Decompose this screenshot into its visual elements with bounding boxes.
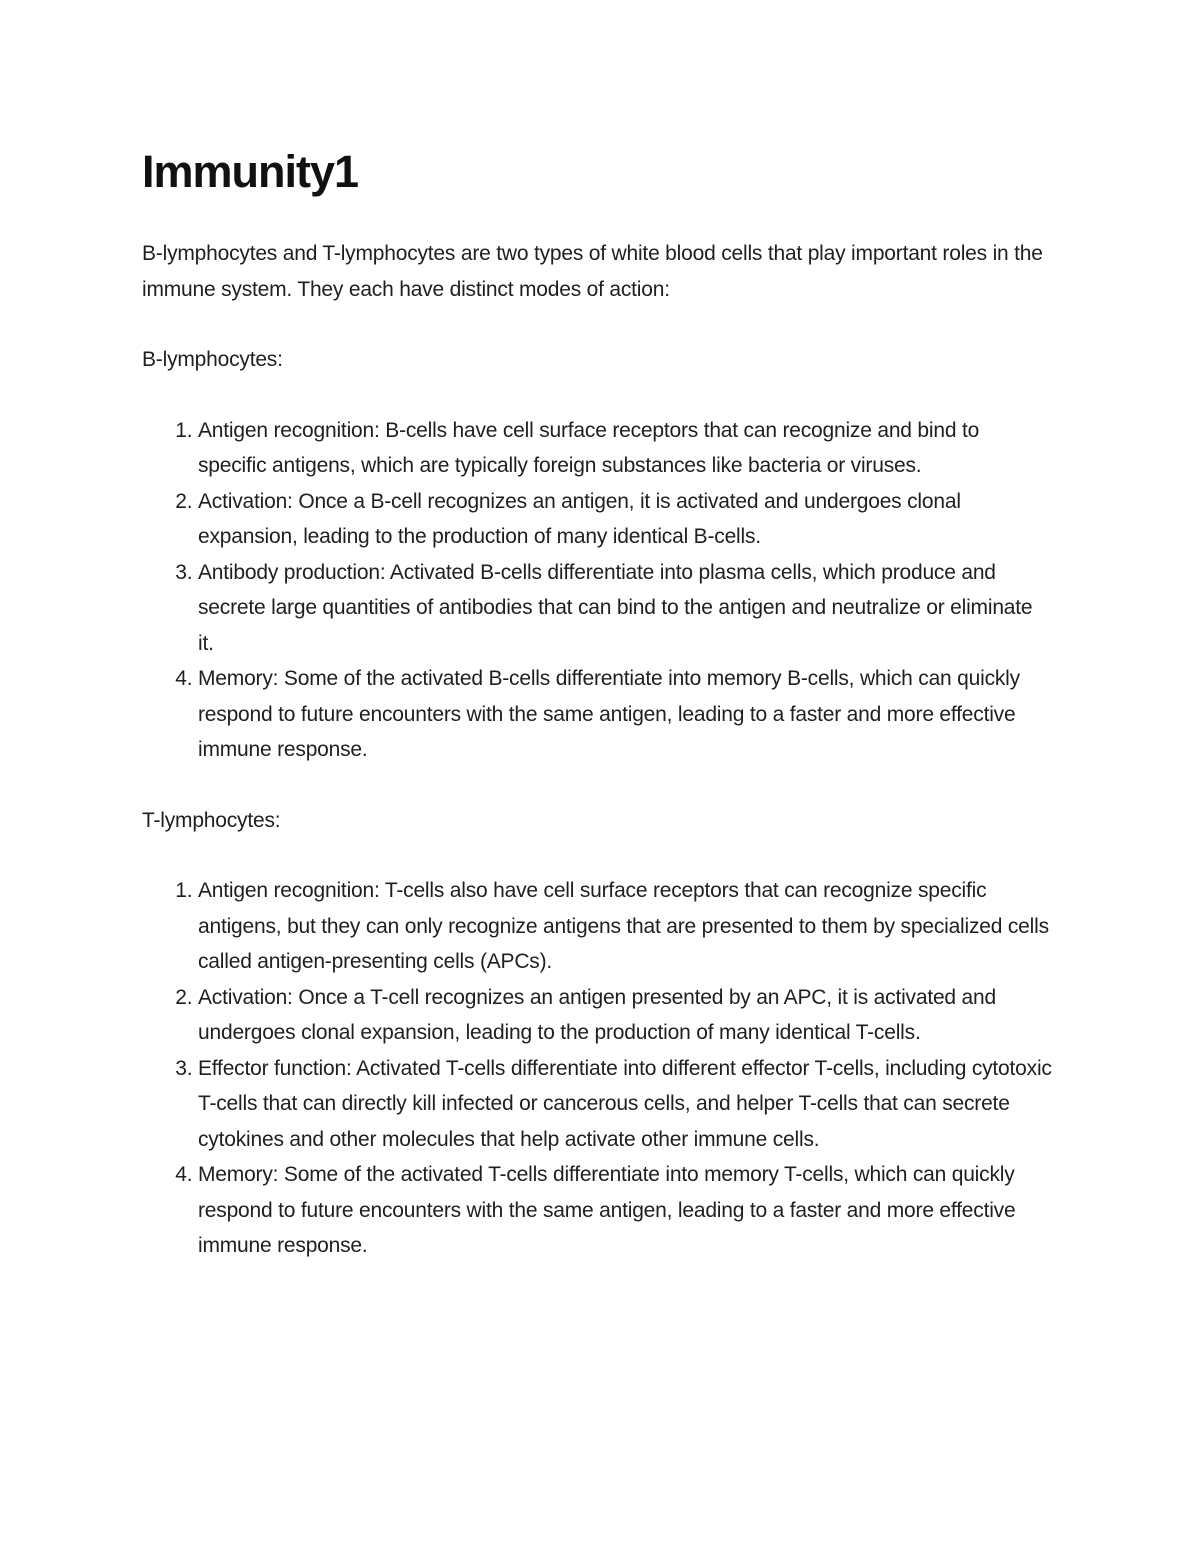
list-item: 3. Effector function: Activated T-cells differentiate into different effector T-cells, including cytotoxic T-cells that can directly kill infected or cancerous cells, and helper T-cells that can secrete cytokines and other molecules that help activate other immune cells. xyxy=(198,1051,1052,1158)
list-item: 3. Antibody production: Activated B-cells differentiate into plasma cells, which produce and secrete large quantities of antibodies that can bind to the antigen and neutralize or eliminate it. xyxy=(198,555,1052,662)
list-item: 2. Activation: Once a T-cell recognizes an antigen presented by an APC, it is activated and undergoes clonal expansion, leading to the production of many identical T-cells. xyxy=(198,980,1052,1051)
page-title: Immunity1 xyxy=(142,146,359,197)
list-item: 2. Activation: Once a B-cell recognizes an antigen, it is activated and undergoes clonal expansion, leading to the production of many identical B-cells. xyxy=(198,484,1052,555)
b-lymphocytes-list xyxy=(142,413,1052,768)
section-label-t-lymphocytes: T-lymphocytes: xyxy=(142,808,281,832)
t-lymphocytes-list xyxy=(142,873,1052,1264)
document-page xyxy=(142,140,1052,1264)
section-label-b-lymphocytes: B-lymphocytes: xyxy=(142,348,283,371)
intro-paragraph: B-lymphocytes and T-lymphocytes are two types of white blood cells that play important roles in the immune system. They each have distinct modes of action: xyxy=(142,242,1043,301)
list-item: 4. Memory: Some of the activated B-cells differentiate into memory B-cells, which can quickly respond to future encounters with the same antigen, leading to a faster and more effective immune response. xyxy=(198,661,1052,768)
list-item: 1. Antigen recognition: B-cells have cell surface receptors that can recognize and bind to specific antigens, which are typically foreign substances like bacteria or viruses. xyxy=(198,413,1052,484)
list-item: 4. Memory: Some of the activated T-cells differentiate into memory T-cells, which can quickly respond to future encounters with the same antigen, leading to a faster and more effective immune response. xyxy=(198,1157,1052,1264)
list-item: 1. Antigen recognition: T-cells also have cell surface receptors that can recognize specific antigens, but they can only recognize antigens that are presented to them by specialized cells called antigen-presenting cells (APCs). xyxy=(198,873,1052,980)
